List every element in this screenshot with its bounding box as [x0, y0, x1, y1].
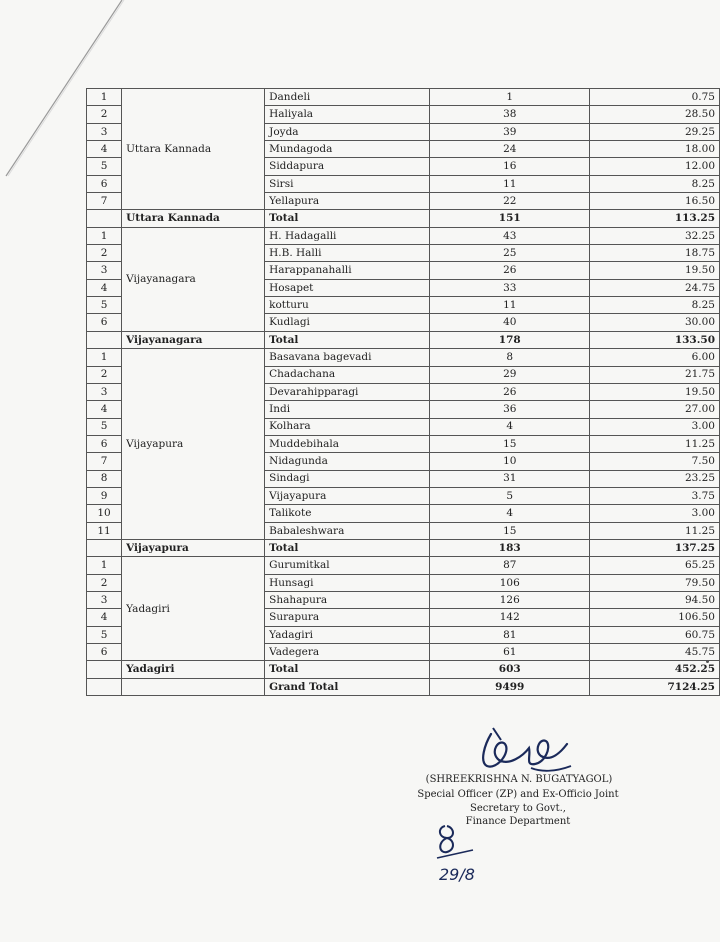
- total-count-cell: 151: [430, 210, 590, 227]
- total-amount-cell: 137.25: [590, 539, 720, 556]
- serial-number-cell: 2: [87, 106, 122, 123]
- serial-number-cell: 8: [87, 470, 122, 487]
- total-district-cell: Uttara Kannada: [122, 210, 265, 227]
- grand-total-label-cell: Grand Total: [265, 678, 430, 695]
- table-row: [87, 227, 720, 244]
- count-cell: 22: [430, 193, 590, 210]
- total-count-cell: 183: [430, 539, 590, 556]
- taluk-name-cell: Haliyala: [265, 106, 430, 123]
- taluk-name-cell: Mundagoda: [265, 141, 430, 158]
- handwritten-date: [433, 818, 493, 898]
- district-total-row: [87, 210, 720, 227]
- taluk-name-cell: Kudlagi: [265, 314, 430, 331]
- district-total-row: [87, 661, 720, 678]
- taluk-name-cell: Nidagunda: [265, 453, 430, 470]
- taluk-name-cell: Kolhara: [265, 418, 430, 435]
- total-count-cell: 603: [430, 661, 590, 678]
- taluk-name-cell: Yadagiri: [265, 626, 430, 643]
- count-cell: 26: [430, 383, 590, 400]
- count-cell: 15: [430, 435, 590, 452]
- count-cell: 25: [430, 245, 590, 262]
- count-cell: 31: [430, 470, 590, 487]
- total-label-cell: Total: [265, 539, 430, 556]
- empty-cell: [87, 539, 122, 556]
- count-cell: 10: [430, 453, 590, 470]
- amount-cell: 19.50: [590, 262, 720, 279]
- total-amount-cell: 113.25: [590, 210, 720, 227]
- amount-cell: 18.00: [590, 141, 720, 158]
- total-district-cell: Vijayanagara: [122, 331, 265, 348]
- serial-number-cell: 4: [87, 609, 122, 626]
- taluk-name-cell: Talikote: [265, 505, 430, 522]
- count-cell: 38: [430, 106, 590, 123]
- serial-number-cell: 3: [87, 591, 122, 608]
- taluk-name-cell: Surapura: [265, 609, 430, 626]
- serial-number-cell: 1: [87, 349, 122, 366]
- signature-block: [393, 722, 633, 897]
- count-cell: 26: [430, 262, 590, 279]
- amount-cell: 16.50: [590, 193, 720, 210]
- serial-number-cell: 1: [87, 89, 122, 106]
- total-label-cell: Total: [265, 331, 430, 348]
- count-cell: 81: [430, 626, 590, 643]
- amount-cell: 11.25: [590, 522, 720, 539]
- serial-number-cell: 5: [87, 158, 122, 175]
- taluk-name-cell: Hunsagi: [265, 574, 430, 591]
- allocation-table: [86, 88, 720, 696]
- amount-cell: 23.25: [590, 470, 720, 487]
- serial-number-cell: 2: [87, 574, 122, 591]
- designation-line-1: Special Officer (ZP) and Ex-Officio Joint: [417, 789, 619, 800]
- empty-cell: [87, 210, 122, 227]
- serial-number-cell: 3: [87, 123, 122, 140]
- total-label-cell: Total: [265, 210, 430, 227]
- taluk-name-cell: Gurumitkal: [265, 557, 430, 574]
- empty-cell: [87, 661, 122, 678]
- count-cell: 39: [430, 123, 590, 140]
- amount-cell: 45.75: [590, 644, 720, 661]
- amount-cell: 30.00: [590, 314, 720, 331]
- empty-cell: [87, 678, 122, 695]
- signatory-name: (SHREEKRISHNA N. BUGATYAGOL): [425, 774, 613, 785]
- count-cell: 11: [430, 175, 590, 192]
- table-body: [87, 89, 720, 696]
- handwritten-date-text: 29/8: [439, 865, 475, 884]
- total-district-cell: Yadagiri: [122, 661, 265, 678]
- serial-number-cell: 1: [87, 227, 122, 244]
- count-cell: 142: [430, 609, 590, 626]
- amount-cell: 60.75: [590, 626, 720, 643]
- serial-number-cell: 6: [87, 314, 122, 331]
- total-label-cell: Total: [265, 661, 430, 678]
- taluk-name-cell: Sirsi: [265, 175, 430, 192]
- amount-cell: 79.50: [590, 574, 720, 591]
- grand-total-count-cell: 9499: [430, 678, 590, 695]
- serial-number-cell: 3: [87, 383, 122, 400]
- count-cell: 87: [430, 557, 590, 574]
- count-cell: 15: [430, 522, 590, 539]
- serial-number-cell: 4: [87, 141, 122, 158]
- taluk-name-cell: Shahapura: [265, 591, 430, 608]
- district-total-row: [87, 331, 720, 348]
- count-cell: 5: [430, 487, 590, 504]
- amount-cell: 0.75: [590, 89, 720, 106]
- serial-number-cell: 6: [87, 175, 122, 192]
- amount-cell: 19.50: [590, 383, 720, 400]
- taluk-name-cell: Basavana bagevadi: [265, 349, 430, 366]
- amount-cell: 94.50: [590, 591, 720, 608]
- count-cell: 11: [430, 297, 590, 314]
- count-cell: 61: [430, 644, 590, 661]
- handwritten-signature: [471, 722, 581, 782]
- taluk-name-cell: Vadegera: [265, 644, 430, 661]
- taluk-name-cell: Siddapura: [265, 158, 430, 175]
- count-cell: 4: [430, 418, 590, 435]
- count-cell: 33: [430, 279, 590, 296]
- count-cell: 36: [430, 401, 590, 418]
- serial-number-cell: 6: [87, 435, 122, 452]
- amount-cell: 6.00: [590, 349, 720, 366]
- designation-line-2: Secretary to Govt.,: [470, 803, 566, 814]
- taluk-name-cell: Devarahipparagi: [265, 383, 430, 400]
- serial-number-cell: 7: [87, 193, 122, 210]
- serial-number-cell: 5: [87, 418, 122, 435]
- taluk-name-cell: kotturu: [265, 297, 430, 314]
- taluk-name-cell: Vijayapura: [265, 487, 430, 504]
- count-cell: 24: [430, 141, 590, 158]
- table-row: [87, 89, 720, 106]
- taluk-name-cell: Babaleshwara: [265, 522, 430, 539]
- serial-number-cell: 5: [87, 626, 122, 643]
- amount-cell: 18.75: [590, 245, 720, 262]
- amount-cell: 24.75: [590, 279, 720, 296]
- count-cell: 1: [430, 89, 590, 106]
- serial-number-cell: 6: [87, 644, 122, 661]
- amount-cell: 7.50: [590, 453, 720, 470]
- taluk-name-cell: Harappanahalli: [265, 262, 430, 279]
- taluk-name-cell: Muddebihala: [265, 435, 430, 452]
- serial-number-cell: 4: [87, 279, 122, 296]
- grand-total-amount-cell: 7124.25: [590, 678, 720, 695]
- count-cell: 126: [430, 591, 590, 608]
- taluk-name-cell: Hosapet: [265, 279, 430, 296]
- amount-cell: 3.75: [590, 487, 720, 504]
- count-cell: 40: [430, 314, 590, 331]
- total-amount-cell: 452.25: [590, 661, 720, 678]
- district-name-cell: Yadagiri: [122, 557, 265, 661]
- amount-cell: 11.25: [590, 435, 720, 452]
- empty-cell: [87, 331, 122, 348]
- amount-cell: 3.00: [590, 418, 720, 435]
- amount-cell: 106.50: [590, 609, 720, 626]
- amount-cell: 65.25: [590, 557, 720, 574]
- taluk-name-cell: Sindagi: [265, 470, 430, 487]
- amount-cell: 27.00: [590, 401, 720, 418]
- count-cell: 43: [430, 227, 590, 244]
- taluk-name-cell: Indi: [265, 401, 430, 418]
- empty-cell: [122, 678, 265, 695]
- serial-number-cell: 3: [87, 262, 122, 279]
- count-cell: 29: [430, 366, 590, 383]
- taluk-name-cell: Yellapura: [265, 193, 430, 210]
- total-count-cell: 178: [430, 331, 590, 348]
- serial-number-cell: 7: [87, 453, 122, 470]
- taluk-name-cell: Dandeli: [265, 89, 430, 106]
- amount-cell: 8.25: [590, 297, 720, 314]
- total-district-cell: Vijayapura: [122, 539, 265, 556]
- amount-cell: 28.50: [590, 106, 720, 123]
- amount-cell: 32.25: [590, 227, 720, 244]
- count-cell: 8: [430, 349, 590, 366]
- amount-cell: 8.25: [590, 175, 720, 192]
- serial-number-cell: 2: [87, 245, 122, 262]
- taluk-name-cell: Joyda: [265, 123, 430, 140]
- serial-number-cell: 9: [87, 487, 122, 504]
- count-cell: 106: [430, 574, 590, 591]
- total-amount-cell: 133.50: [590, 331, 720, 348]
- district-name-cell: Vijayapura: [122, 349, 265, 540]
- amount-cell: 21.75: [590, 366, 720, 383]
- grand-total-row: [87, 678, 720, 695]
- district-total-row: [87, 539, 720, 556]
- serial-number-cell: 2: [87, 366, 122, 383]
- amount-cell: 12.00: [590, 158, 720, 175]
- district-name-cell: Vijayanagara: [122, 227, 265, 331]
- serial-number-cell: 11: [87, 522, 122, 539]
- taluk-name-cell: H. Hadagalli: [265, 227, 430, 244]
- serial-number-cell: 1: [87, 557, 122, 574]
- serial-number-cell: 10: [87, 505, 122, 522]
- speck: [706, 660, 709, 663]
- count-cell: 16: [430, 158, 590, 175]
- taluk-name-cell: Chadachana: [265, 366, 430, 383]
- district-name-cell: Uttara Kannada: [122, 89, 265, 210]
- serial-number-cell: 4: [87, 401, 122, 418]
- taluk-name-cell: H.B. Halli: [265, 245, 430, 262]
- designation-line-3: Finance Department: [465, 816, 571, 827]
- serial-number-cell: 5: [87, 297, 122, 314]
- amount-cell: 3.00: [590, 505, 720, 522]
- table-row: [87, 349, 720, 366]
- amount-cell: 29.25: [590, 123, 720, 140]
- count-cell: 4: [430, 505, 590, 522]
- table-row: [87, 557, 720, 574]
